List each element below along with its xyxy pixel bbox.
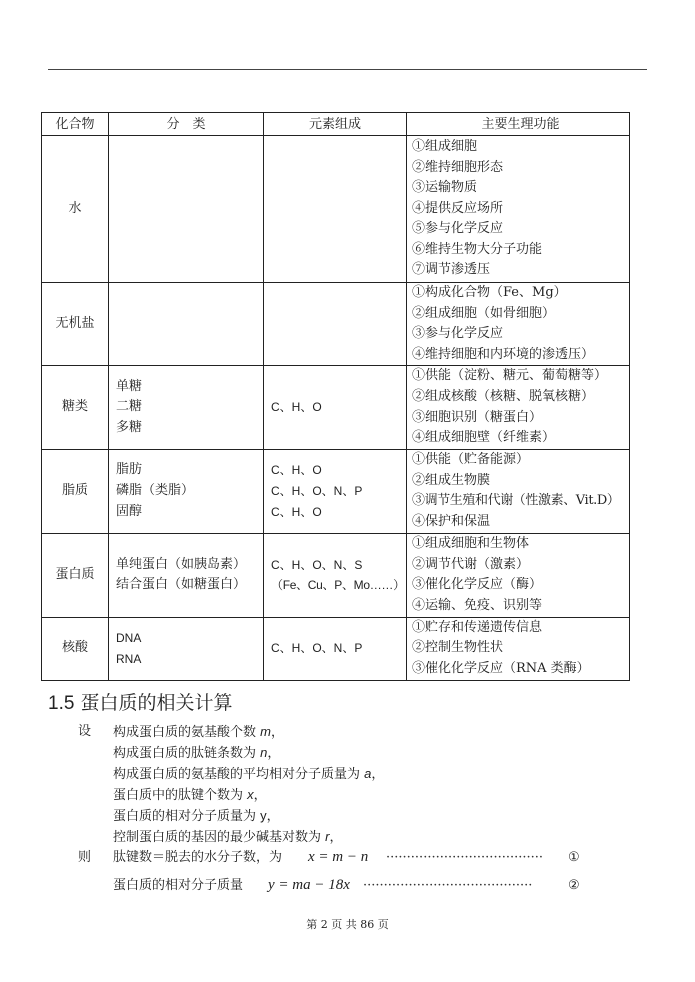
functions-cell bbox=[407, 366, 630, 449]
elements-cell bbox=[264, 283, 407, 366]
class-item: 二糖 bbox=[116, 399, 143, 415]
section-title: 蛋白质的相关计算 bbox=[80, 692, 233, 714]
compound-table bbox=[41, 112, 630, 681]
function-item: ②维持细胞形态 bbox=[412, 159, 504, 175]
table-row bbox=[42, 136, 630, 283]
leader-dots: ········································· bbox=[363, 878, 533, 893]
element-item: C、H、O bbox=[271, 504, 322, 519]
element-item: C、H、O bbox=[271, 463, 322, 478]
header-rule bbox=[48, 69, 647, 70]
definition-text: 蛋白质的相对分子质量为 bbox=[113, 809, 261, 824]
definition-end: ， bbox=[329, 830, 343, 845]
table-row bbox=[42, 617, 630, 680]
compound-cell: 脂质 bbox=[42, 449, 109, 533]
function-item: ②组成生物膜 bbox=[412, 472, 491, 488]
class-item: 固醇 bbox=[116, 503, 143, 519]
header-class: 分 类 bbox=[109, 113, 264, 136]
header-functions: 主要生理功能 bbox=[407, 113, 630, 136]
class-item: 单糖 bbox=[116, 378, 143, 394]
function-item: ③调节生殖和代谢（性激素、Vit.D） bbox=[412, 493, 620, 509]
formula-equation: y = ma − 18x bbox=[268, 877, 350, 893]
element-item: C、H、O、N、P bbox=[271, 641, 363, 656]
variable: m bbox=[260, 724, 271, 739]
element-item: C、H、O、N、S bbox=[271, 557, 363, 572]
variable: r bbox=[325, 829, 330, 844]
class-item: 磷脂（类脂） bbox=[116, 482, 195, 498]
class-item: 多糖 bbox=[116, 419, 143, 435]
functions-cell bbox=[407, 449, 630, 533]
function-item: ①贮存和传递遗传信息 bbox=[412, 619, 543, 635]
element-item: C、H、O bbox=[271, 400, 322, 415]
function-item: ⑥维持生物大分子功能 bbox=[412, 241, 543, 257]
formula-equation: x = m − n bbox=[308, 849, 369, 865]
function-item: ①组成细胞 bbox=[412, 138, 478, 154]
function-item: ②组成细胞（如骨细胞） bbox=[412, 305, 556, 321]
table-header-row bbox=[42, 113, 630, 136]
function-item: ④组成细胞壁（纤维素） bbox=[412, 430, 556, 446]
page-footer: 第 2 页 共 86 页 bbox=[306, 918, 389, 931]
equation-number: ① bbox=[568, 850, 580, 865]
function-item: ①供能（淀粉、糖元、葡萄糖等） bbox=[412, 368, 608, 384]
table-row bbox=[42, 449, 630, 533]
function-item: ④运输、免疫、识别等 bbox=[412, 597, 543, 613]
definition-end: ， bbox=[266, 809, 280, 824]
function-item: ⑦调节渗透压 bbox=[412, 262, 491, 278]
definition-text: 控制蛋白质的基因的最少碱基对数为 bbox=[113, 830, 326, 845]
table-row bbox=[42, 366, 630, 449]
compound-cell: 无机盐 bbox=[42, 283, 109, 366]
functions-cell bbox=[407, 533, 630, 617]
table-row bbox=[42, 533, 630, 617]
element-item: C、H、O、N、P bbox=[271, 483, 363, 498]
function-item: ②调节代谢（激素） bbox=[412, 556, 530, 572]
elements-cell bbox=[264, 533, 407, 617]
function-item: ④保护和保温 bbox=[412, 513, 491, 529]
definition-end: ， bbox=[270, 725, 284, 740]
compound-cell: 糖类 bbox=[42, 366, 109, 449]
function-item: ③运输物质 bbox=[412, 180, 478, 196]
elements-cell bbox=[264, 136, 407, 283]
equation-number: ② bbox=[568, 878, 580, 893]
function-item: ②控制生物性状 bbox=[412, 640, 504, 656]
formula-text: 蛋白质的相对分子质量 bbox=[113, 878, 244, 893]
let-label: 设 bbox=[78, 724, 92, 739]
function-item: ③参与化学反应 bbox=[412, 326, 504, 342]
definition-end: ， bbox=[371, 767, 385, 782]
compound-cell: 核酸 bbox=[42, 617, 109, 680]
variable: n bbox=[260, 745, 268, 760]
elements-cell bbox=[264, 366, 407, 449]
class-item: RNA bbox=[116, 651, 142, 666]
header-compound: 化合物 bbox=[42, 113, 109, 136]
class-cell bbox=[109, 136, 264, 283]
functions-cell bbox=[407, 136, 630, 283]
class-cell bbox=[109, 449, 264, 533]
function-item: ③催化化学反应（酶） bbox=[412, 577, 543, 593]
formula-text: 肽键数＝脱去的水分子数，为 bbox=[113, 850, 283, 865]
class-item: 单纯蛋白（如胰岛素） bbox=[116, 556, 247, 572]
section-number: 1.5 bbox=[48, 693, 75, 714]
definition-text: 蛋白质中的肽键个数为 bbox=[113, 788, 248, 803]
functions-cell bbox=[407, 617, 630, 680]
class-cell bbox=[109, 283, 264, 366]
elements-cell bbox=[264, 449, 407, 533]
function-item: ②组成核酸（核糖、脱氧核糖） bbox=[412, 388, 595, 404]
function-item: ④提供反应场所 bbox=[412, 200, 504, 216]
variable: a bbox=[364, 766, 372, 781]
function-item: ①组成细胞和生物体 bbox=[412, 536, 530, 552]
class-cell bbox=[109, 617, 264, 680]
functions-cell bbox=[407, 283, 630, 366]
definition-end: ， bbox=[267, 746, 281, 761]
definition-text: 构成蛋白质的氨基酸个数 bbox=[113, 725, 261, 740]
class-item: 脂肪 bbox=[116, 462, 143, 478]
compound-cell: 蛋白质 bbox=[42, 533, 109, 617]
function-item: ③细胞识别（糖蛋白） bbox=[412, 409, 543, 425]
definition-end: ， bbox=[253, 788, 267, 803]
function-item: ④维持细胞和内环境的渗透压） bbox=[412, 346, 595, 362]
header-elements: 元素组成 bbox=[264, 113, 407, 136]
then-label: 则 bbox=[78, 850, 92, 865]
function-item: ③催化化学反应（RNA 类酶） bbox=[412, 661, 590, 677]
function-item: ⑤参与化学反应 bbox=[412, 221, 504, 237]
leader-dots: ······································ bbox=[386, 850, 544, 865]
variable: x bbox=[247, 787, 254, 802]
definition-text: 构成蛋白质的肽链条数为 bbox=[113, 746, 261, 761]
class-cell bbox=[109, 366, 264, 449]
element-item: （Fe、Cu、P、Mo……） bbox=[271, 578, 405, 593]
class-cell bbox=[109, 533, 264, 617]
elements-cell bbox=[264, 617, 407, 680]
function-item: ①供能（贮备能源） bbox=[412, 452, 530, 468]
class-item: DNA bbox=[116, 631, 142, 646]
variable: y bbox=[260, 808, 267, 823]
definition-text: 构成蛋白质的氨基酸的平均相对分子质量为 bbox=[113, 767, 365, 782]
class-item: 结合蛋白（如糖蛋白） bbox=[116, 577, 247, 593]
function-item: ①构成化合物（Fe、Mg） bbox=[412, 285, 567, 300]
section-heading bbox=[48, 688, 232, 715]
compound-cell: 水 bbox=[42, 136, 109, 283]
table-row bbox=[42, 283, 630, 366]
